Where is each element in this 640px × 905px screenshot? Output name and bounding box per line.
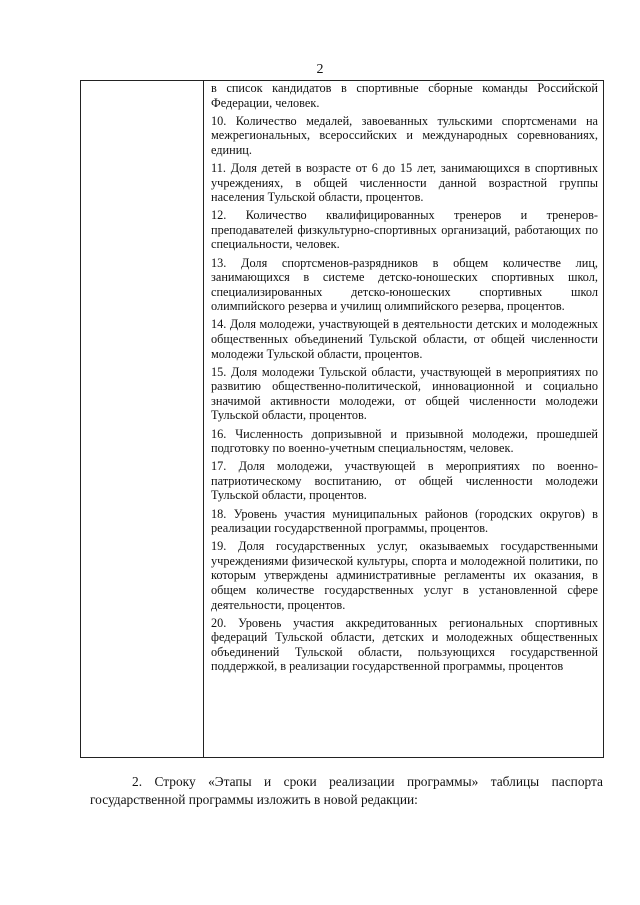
passport-table (80, 80, 604, 758)
table-row (81, 81, 604, 758)
indicator-item: 15. Доля молодежи Тульской области, участвующей в мероприятиях по развитию общественно-политической, инновационной и социально значимой активности молодежи, от общей численности молодежи Тульской области, процентов. (211, 364, 598, 423)
indicator-item: 10. Количество медалей, завоеванных тульскими спортсменами на межрегиональных, всероссийских и международных соревнованиях, единиц. (211, 113, 598, 157)
table-cell-left (81, 81, 204, 758)
table-cell-indicators (204, 81, 604, 758)
page-number: 2 (316, 62, 324, 77)
amendment-paragraph: 2. Строку «Этапы и сроки реализации программы» таблицы паспорта государственной программы изложить в новой редакции: (90, 774, 603, 807)
indicator-item: 11. Доля детей в возрасте от 6 до 15 лет, занимающихся в спортивных учреждениях, в общей численности данной возрастной группы населения Тульской области, процентов. (211, 160, 598, 205)
indicator-item: 19. Доля государственных услуг, оказываемых государственными учреждениями физической культуры, спорта и молодежной политики, по которым утверждены административные регламенты их оказания, в общем количестве государственных услуг в установленной сфере деятельности, процентов. (211, 539, 598, 612)
indicator-item: 16. Численность допризывной и призывной молодежи, прошедшей подготовку по военно-учетным специальностям, человек. (211, 426, 598, 456)
indicator-item: 17. Доля молодежи, участвующей в мероприятиях по военно-патриотическому воспитанию, от общей численности молодежи Тульской области, процентов. (211, 459, 598, 503)
indicator-item: в список кандидатов в спортивные сборные команды Российской Федерации, человек. (211, 81, 598, 110)
indicator-item: 20. Уровень участия аккредитованных региональных спортивных федераций Тульской области, детских и молодежных общественных объединений Тульской области, пользующихся государственной поддержкой, в реализации государственной программы, процентов (211, 615, 598, 674)
indicator-item: 13. Доля спортсменов-разрядников в общем количестве лиц, занимающихся в системе детско-юношеских спортивных школ, специализированных детско-юношеских спортивных школ олимпийского резерва и училищ олимпийского резерва, процентов. (211, 255, 598, 314)
indicator-item: 18. Уровень участия муниципальных районов (городских округов) в реализации государственной программы, процентов. (211, 506, 598, 536)
indicator-item: 14. Доля молодежи, участвующей в деятельности детских и молодежных общественных объединений Тульской области, от общей численности молодежи Тульской области, процентов. (211, 317, 598, 361)
indicator-item: 12. Количество квалифицированных тренеров и тренеров-преподавателей физкультурно-спортивных организаций, работающих по специальности, человек. (211, 208, 598, 252)
